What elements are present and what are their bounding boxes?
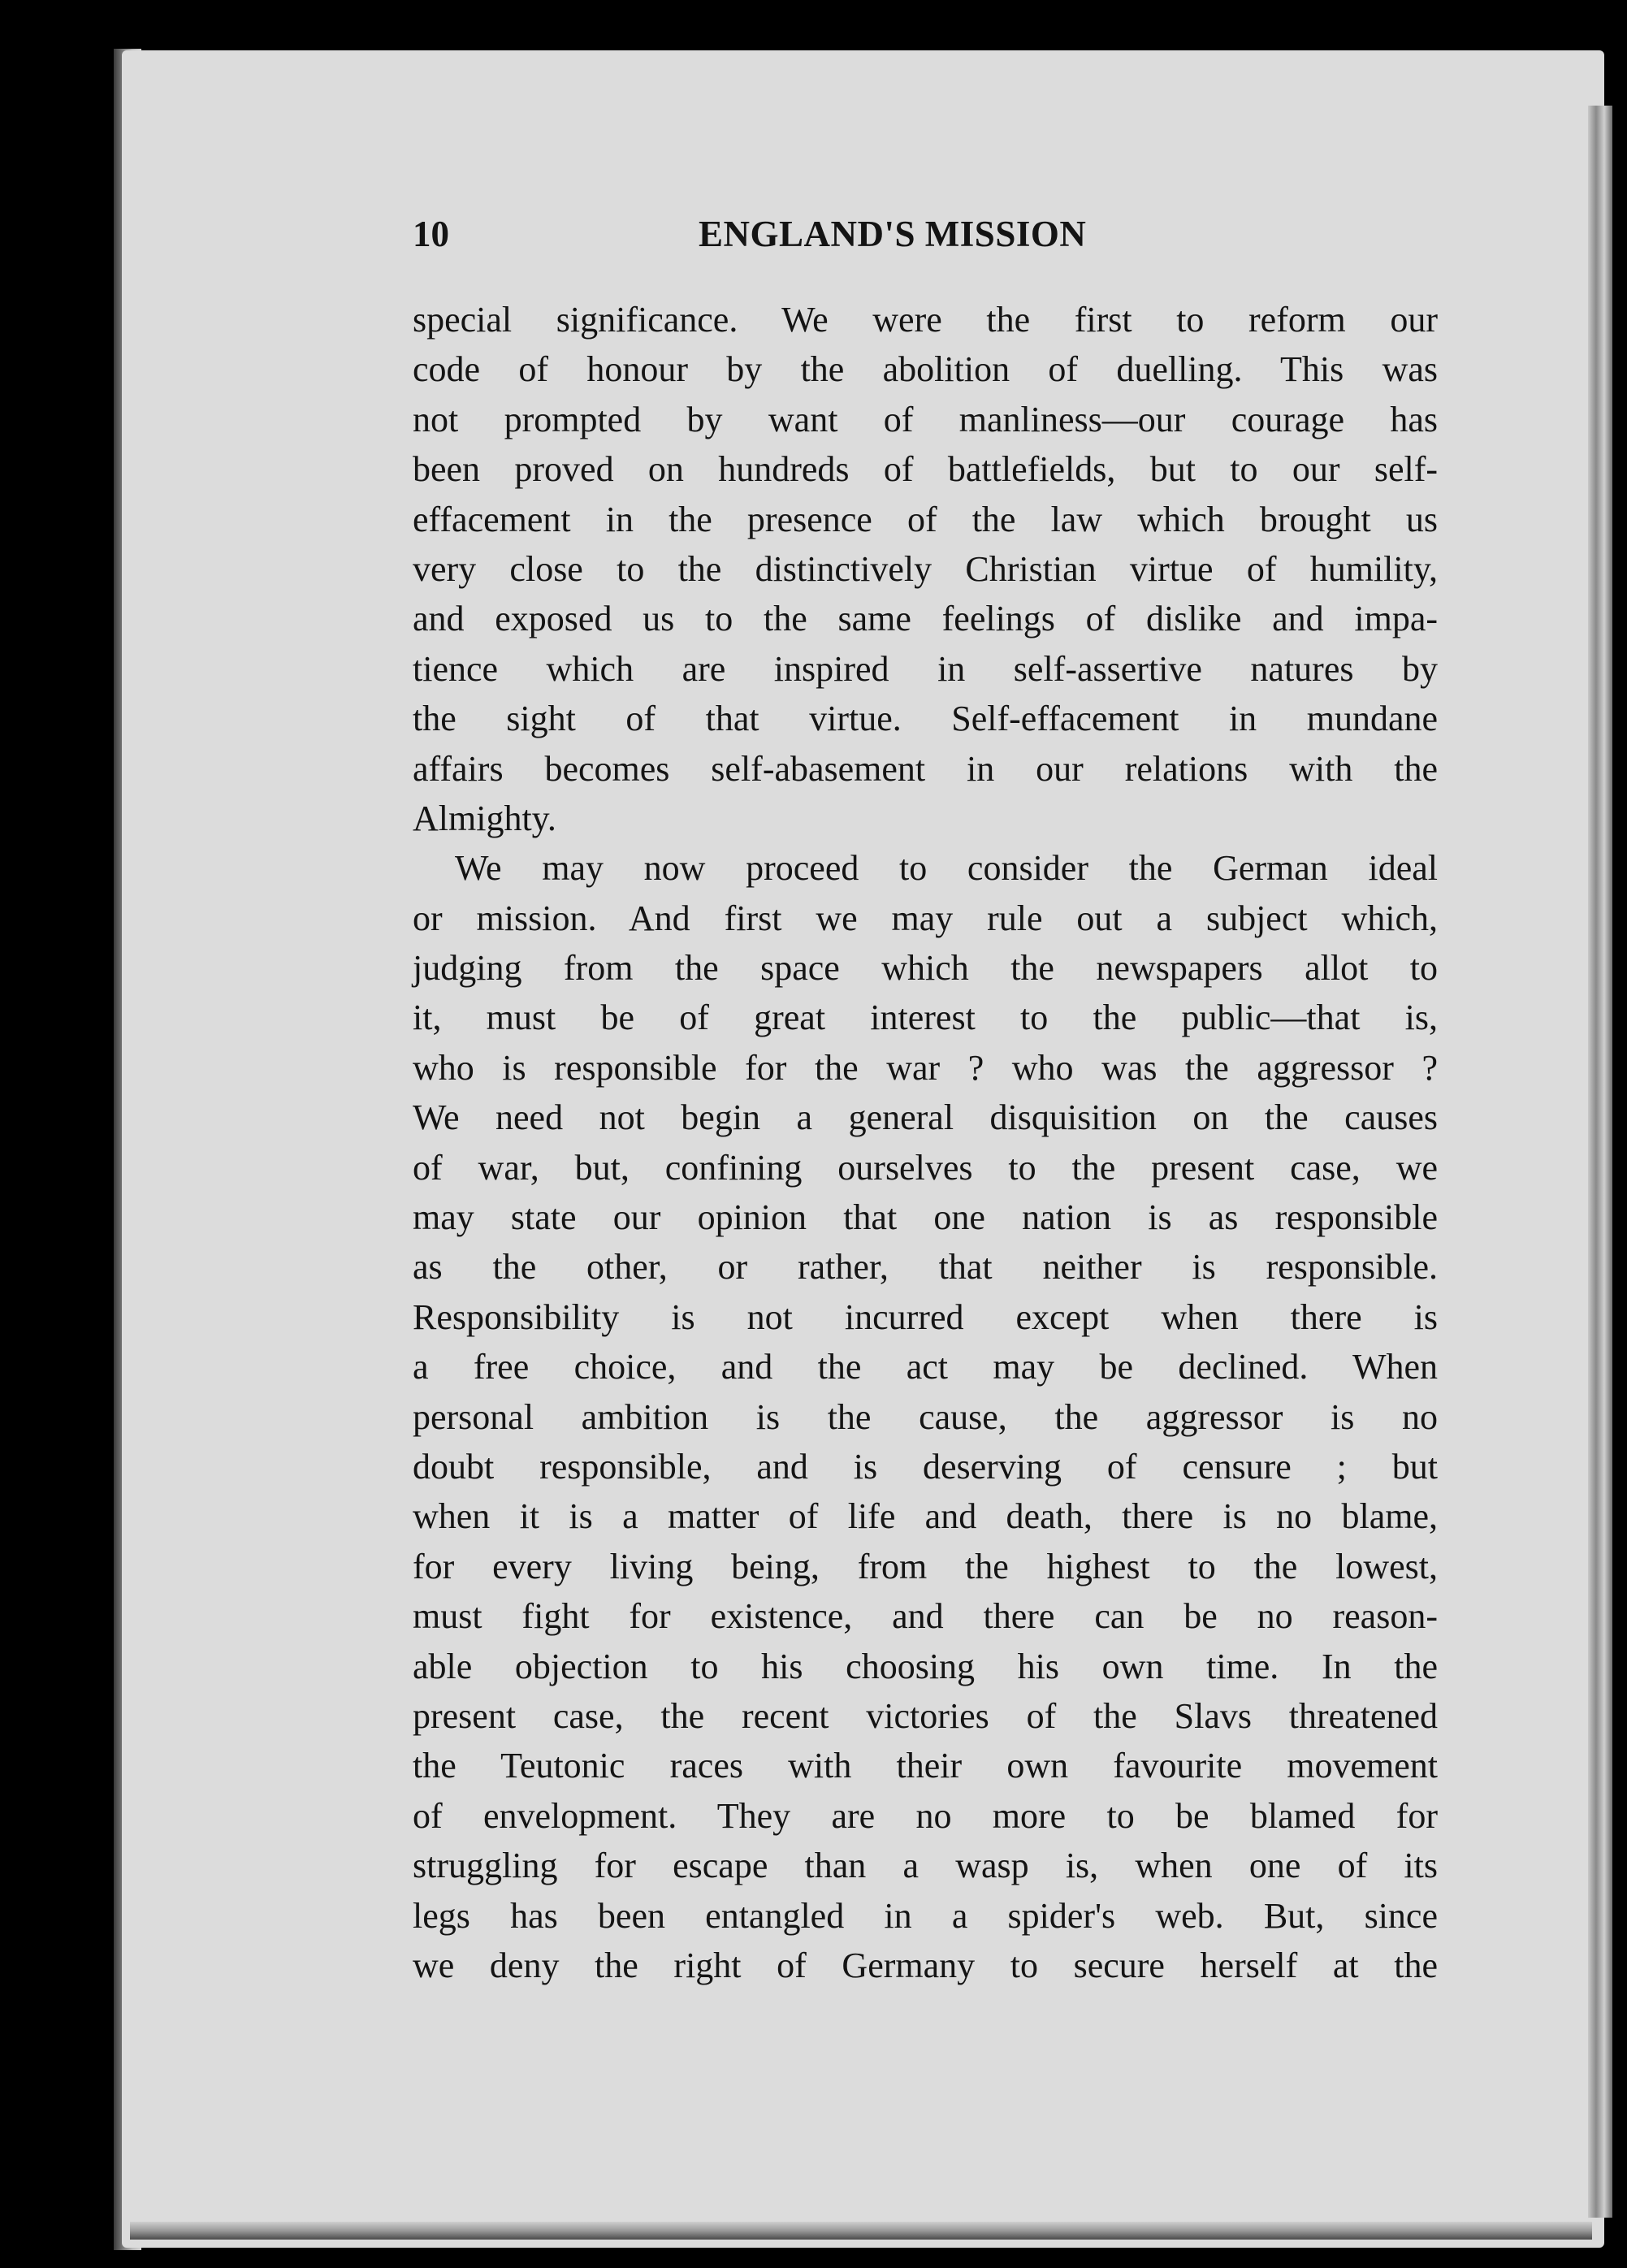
- text-line: the sight of that virtue. Self-effacement in mundane: [413, 699, 1438, 739]
- text-line: tience which are inspired in self-assertive natures by: [413, 648, 1438, 689]
- text-line: as the other, or rather, that neither is responsible.: [413, 1247, 1438, 1288]
- text-line: we deny the right of Germany to secure herself at the: [413, 1945, 1438, 1985]
- text-line: We need not begin a general disquisition on the causes: [413, 1097, 1438, 1138]
- text-line: it, must be of great interest to the public—that is,: [413, 998, 1438, 1038]
- text-line: very close to the distinctively Christian virtue of humility,: [413, 548, 1438, 589]
- text-line: a free choice, and the act may be declined. When: [413, 1347, 1438, 1387]
- page-edge-bottom: [130, 2222, 1592, 2240]
- text-line: or mission. And first we may rule out a subject which,: [413, 898, 1438, 938]
- text-line: and exposed us to the same feelings of dislike and impa-: [413, 599, 1438, 639]
- text-line: Responsibility is not incurred except when there is: [413, 1296, 1438, 1337]
- page-edge-right: [1588, 106, 1612, 2218]
- text-line: doubt responsible, and is deserving of censure ; but: [413, 1446, 1438, 1487]
- page-number: 10: [413, 214, 449, 254]
- text-line: not prompted by want of manliness—our courage has: [413, 399, 1438, 439]
- text-line: may state our opinion that one nation is as responsible: [413, 1197, 1438, 1238]
- text-line: legs has been entangled in a spider's web. But, since: [413, 1895, 1438, 1936]
- text-line: code of honour by the abolition of duelling. This was: [413, 349, 1438, 390]
- body-text: [413, 295, 1438, 1990]
- page-header: [413, 213, 1438, 262]
- text-line: the Teutonic races with their own favourite movement: [413, 1746, 1438, 1786]
- text-line: of war, but, confining ourselves to the present case, we: [413, 1147, 1438, 1188]
- text-line: when it is a matter of life and death, there is no blame,: [413, 1496, 1438, 1537]
- running-head: ENGLAND'S MISSION: [699, 214, 1087, 254]
- text-line: special significance. We were the first to reform our: [413, 300, 1438, 340]
- text-line: struggling for escape than a wasp is, when one of its: [413, 1846, 1438, 1886]
- text-line: able objection to his choosing his own time. In the: [413, 1646, 1438, 1686]
- text-line: Almighty.: [413, 798, 556, 838]
- text-line: effacement in the presence of the law which brought us: [413, 499, 1438, 539]
- text-line: must fight for existence, and there can be no reason-: [413, 1596, 1438, 1637]
- text-line: present case, the recent victories of the Slavs threatened: [413, 1695, 1438, 1736]
- text-line: judging from the space which the newspapers allot to: [413, 948, 1438, 989]
- text-line: We may now proceed to consider the German ideal: [455, 848, 1438, 889]
- text-line: who is responsible for the war ? who was the aggressor ?: [413, 1047, 1438, 1088]
- text-line: been proved on hundreds of battlefields, but to our self-: [413, 449, 1438, 490]
- text-line: for every living being, from the highest to the lowest,: [413, 1546, 1438, 1586]
- text-line: affairs becomes self-abasement in our relations with the: [413, 748, 1438, 789]
- text-line: of envelopment. They are no more to be blamed for: [413, 1795, 1438, 1836]
- text-line: personal ambition is the cause, the aggressor is no: [413, 1396, 1438, 1437]
